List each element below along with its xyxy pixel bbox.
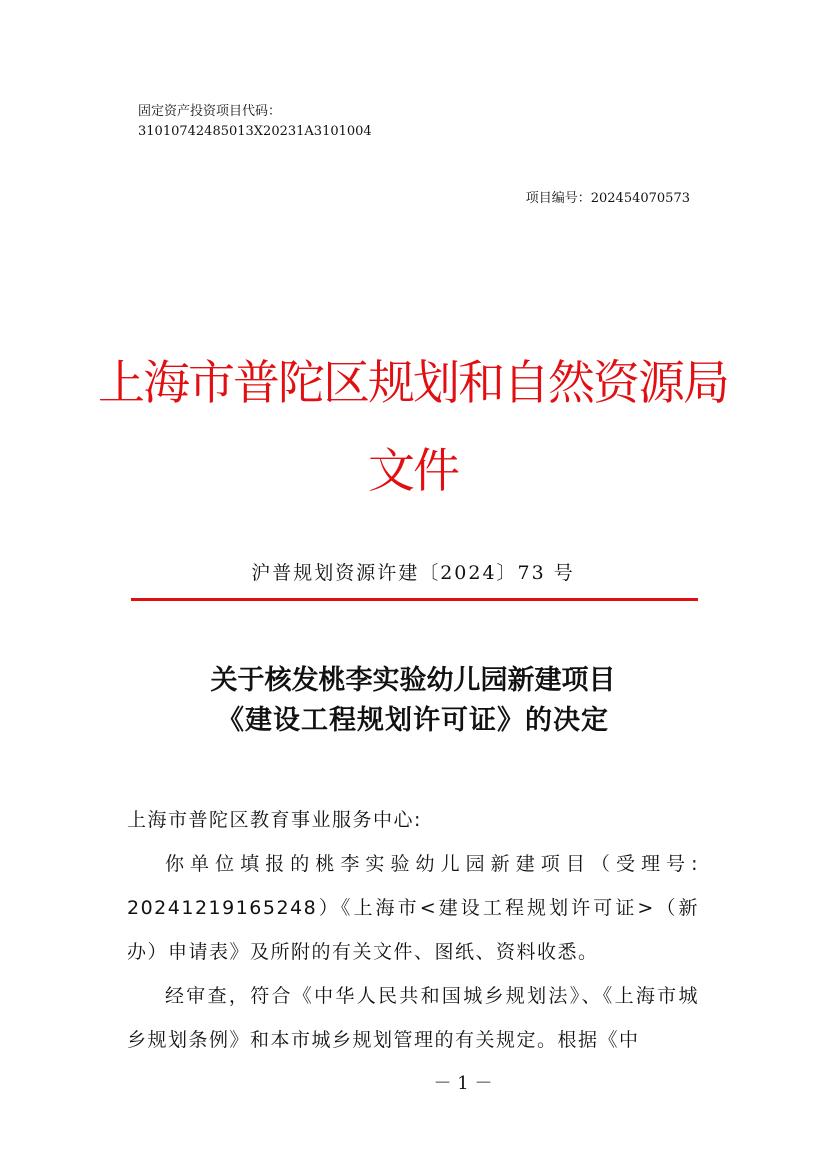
red-divider bbox=[131, 598, 698, 601]
fixed-asset-code: 31010742485013X20231A3101004 bbox=[138, 124, 372, 139]
document-body bbox=[127, 798, 699, 1062]
fixed-asset-label: 固定资产投资项目代码： bbox=[138, 104, 282, 119]
document-title-line-2: 《建设工程规划许可证》的决定 bbox=[217, 705, 609, 736]
project-number: 项目编号：202454070573 bbox=[525, 191, 690, 206]
page-number: － 1 － bbox=[433, 1073, 493, 1094]
addressee: 上海市普陀区教育事业服务中心: bbox=[127, 809, 422, 831]
fixed-asset-code-block bbox=[138, 102, 372, 142]
body-paragraph-2: 经审查，符合《中华人民共和国城乡规划法》、《上海市城乡规划条例》和本市城乡规划管理的有关规定。根据《中 bbox=[127, 985, 699, 1051]
issuer-doc-type: 文件 bbox=[368, 444, 458, 499]
document-number: 沪普规划资源许建〔2024〕73 号 bbox=[251, 562, 575, 584]
body-paragraph-1: 你单位填报的桃李实验幼儿园新建项目（受理号: 20241219165248）《上海市<建设工程规划许可证>（新办）申请表》及所附的有关文件、图纸、资料收悉。 bbox=[127, 853, 699, 963]
document-title-line-1: 关于核发桃李实验幼儿园新建项目 bbox=[210, 665, 616, 696]
issuer-name: 上海市普陀区规划和自然资源局 bbox=[98, 356, 728, 411]
